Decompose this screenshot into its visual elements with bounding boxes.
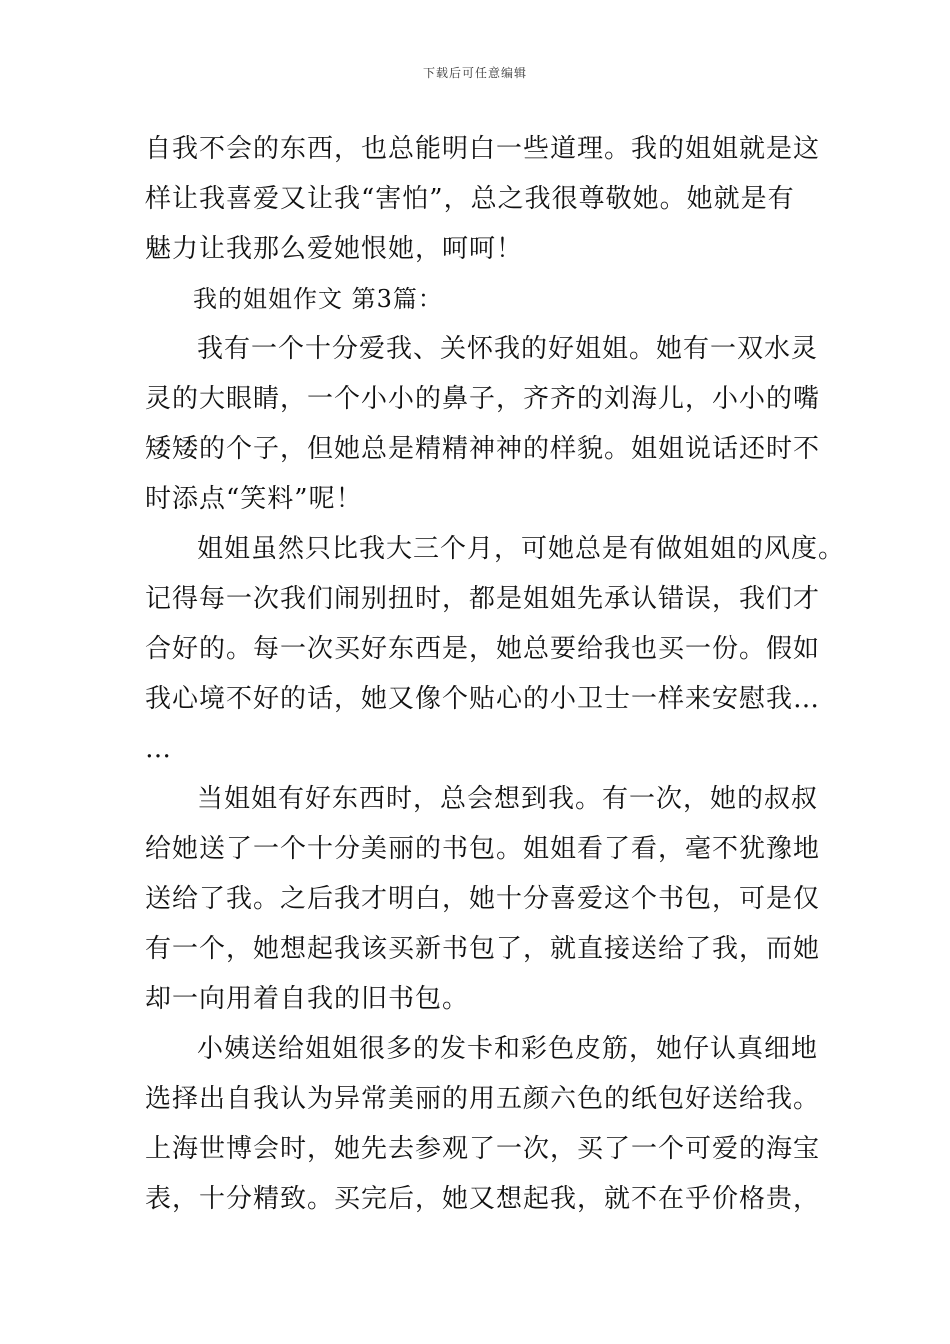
document-body (145, 124, 846, 1224)
text-line: 有一个，她想起我该买新书包了，就直接送给了我，而她 (145, 934, 821, 964)
text-line: 表，十分精致。买完后，她又想起我，就不在乎价格贵， (145, 1184, 821, 1214)
text-line: 自我不会的东西，也总能明白一些道理。我的姐姐就是这 (145, 134, 821, 164)
text-line: 我心境不好的话，她又像个贴心的小卫士一样来安慰我… (145, 684, 821, 714)
text-line: 记得每一次我们闹别扭时，都是姐姐先承认错误，我们才 (145, 584, 821, 614)
text-line: 合好的。每一次买好东西是，她总要给我也买一份。假如 (145, 634, 821, 664)
text-line: … (145, 734, 172, 764)
text-line: 样让我喜爱又让我“害怕”，总之我很尊敬她。她就是有 (145, 184, 795, 214)
text-line: 时添点“笑料”呢！ (145, 484, 363, 514)
text-line: 送给了我。之后我才明白，她十分喜爱这个书包，可是仅 (145, 884, 821, 914)
paragraph-start: 当姐姐有好东西时，总会想到我。有一次，她的叔叔 (197, 784, 819, 814)
paragraph-start: 我有一个十分爱我、关怀我的好姐姐。她有一双水灵 (197, 334, 819, 364)
header-note: 下载后可任意编辑 (422, 66, 527, 80)
paragraph-start: 姐姐虽然只比我大三个月，可她总是有做姐姐的风度。 (197, 534, 846, 564)
text-line: 选择出自我认为异常美丽的用五颜六色的纸包好送给我。 (145, 1084, 821, 1114)
paragraph-start: 小姨送给姐姐很多的发卡和彩色皮筋，她仔认真细地 (197, 1034, 819, 1064)
section-heading: 我的姐姐作文 第3篇： (193, 285, 443, 313)
text-line: 矮矮的个子，但她总是精精神神的样貌。姐姐说话还时不 (145, 434, 821, 464)
text-line: 上海世博会时，她先去参观了一次，买了一个可爱的海宝 (145, 1134, 821, 1164)
text-line: 给她送了一个十分美丽的书包。姐姐看了看，毫不犹豫地 (145, 834, 821, 864)
text-line: 魅力让我那么爱她恨她，呵呵！ (145, 234, 524, 264)
text-line: 灵的大眼睛，一个小小的鼻子，齐齐的刘海儿，小小的嘴 (145, 384, 821, 414)
text-line: 却一向用着自我的旧书包。 (145, 984, 470, 1014)
